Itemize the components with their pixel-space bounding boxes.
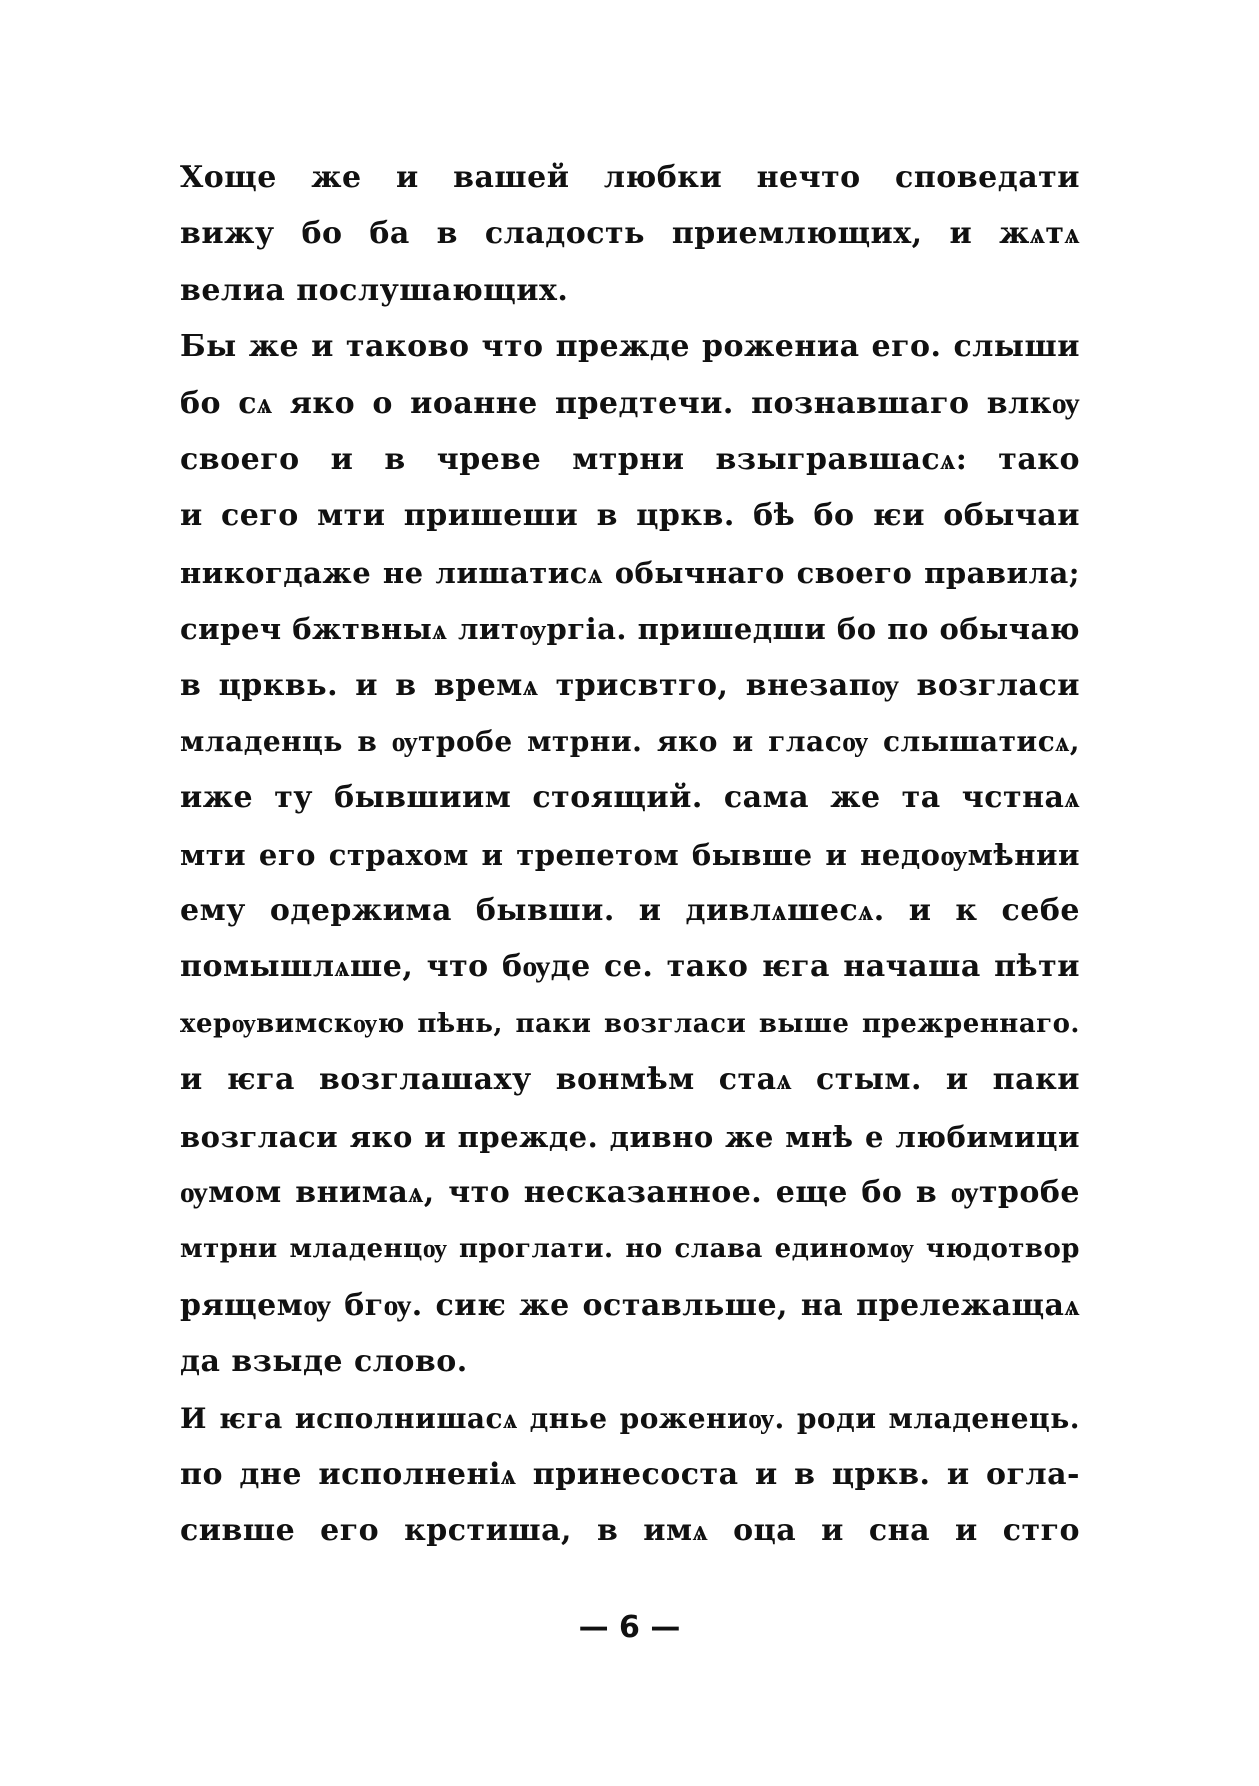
body-text xyxy=(180,150,1080,1560)
text-line: мти его страхом и трепетом бывше и недоѹмѣнии xyxy=(180,837,1080,872)
text-line: Хоще же и вашей любки нечто споведати xyxy=(180,160,1080,195)
text-line: вижу бо ба в сладость приемлющих, и жѧтѧ xyxy=(180,216,1080,252)
text-line: сиреч бжтвныѧ литѹргіа. пришедши бо по обычаю xyxy=(180,612,1080,647)
text-line: своего и в чреве мтрни взыгравшасѧ: тако xyxy=(180,441,1080,477)
text-line: возгласи яко и прежде. дивно же мнѣ е любимици xyxy=(180,1119,1080,1154)
text-line: ему одержима бывши. и дивлѧшесѧ. и к себе xyxy=(180,893,1080,929)
page-number: — 6 — xyxy=(578,1610,681,1645)
text-line: да взыде слово. xyxy=(180,1344,468,1380)
text-line: рящемѹ бгѹ. сиѥ же оставльше, на прележащаѧ xyxy=(180,1287,1080,1323)
text-line: мтрни младенцѹ проглати. но слава единомѹ чюдотвор xyxy=(180,1234,1080,1265)
text-line: бо сѧ яко о иоанне предтечи. познавшаго влкѹ xyxy=(180,385,1080,421)
text-line: велиа послушающих. xyxy=(180,272,569,308)
text-line: И ѥга исполнишасѧ днье рожениѹ. роди младенець. xyxy=(180,1401,1080,1435)
text-line: в црквь. и в времѧ трисвтго, внезапѹ возгласи xyxy=(180,667,1080,703)
text-line: и ѥга возглашаху вонмѣм стаѧ стым. и паки xyxy=(180,1062,1080,1098)
text-line: ѹмом внимаѧ, что несказанное. еще бо в ѹтробе xyxy=(180,1175,1080,1211)
text-line: никогдаже не лишатисѧ обычнаго своего правила; xyxy=(180,555,1080,590)
text-line: младенць в ѹтробе мтрни. яко и гласѹ слышатисѧ, xyxy=(180,724,1080,758)
text-line: помышлѧше, что бѹде се. тако ѥга начаша пѣти xyxy=(180,949,1080,985)
text-line: иже ту бывшиим стоящий. сама же та чстнаѧ xyxy=(180,780,1080,816)
text-line: Бы же и таково что прежде рожениа его. слыши xyxy=(180,329,1080,365)
text-line: по дне исполненіѧ принесоста и в цркв. и огла- xyxy=(180,1456,1080,1492)
text-line: херѹвимскѹю пѣнь, паки возгласи выше прежреннаго. xyxy=(180,1008,1080,1039)
text-line: и сего мти пришеши в цркв. бѣ бо ѥи обычаи xyxy=(180,498,1080,534)
text-line: сивше его крстиша, в имѧ оца и сна и стго xyxy=(180,1513,1080,1549)
